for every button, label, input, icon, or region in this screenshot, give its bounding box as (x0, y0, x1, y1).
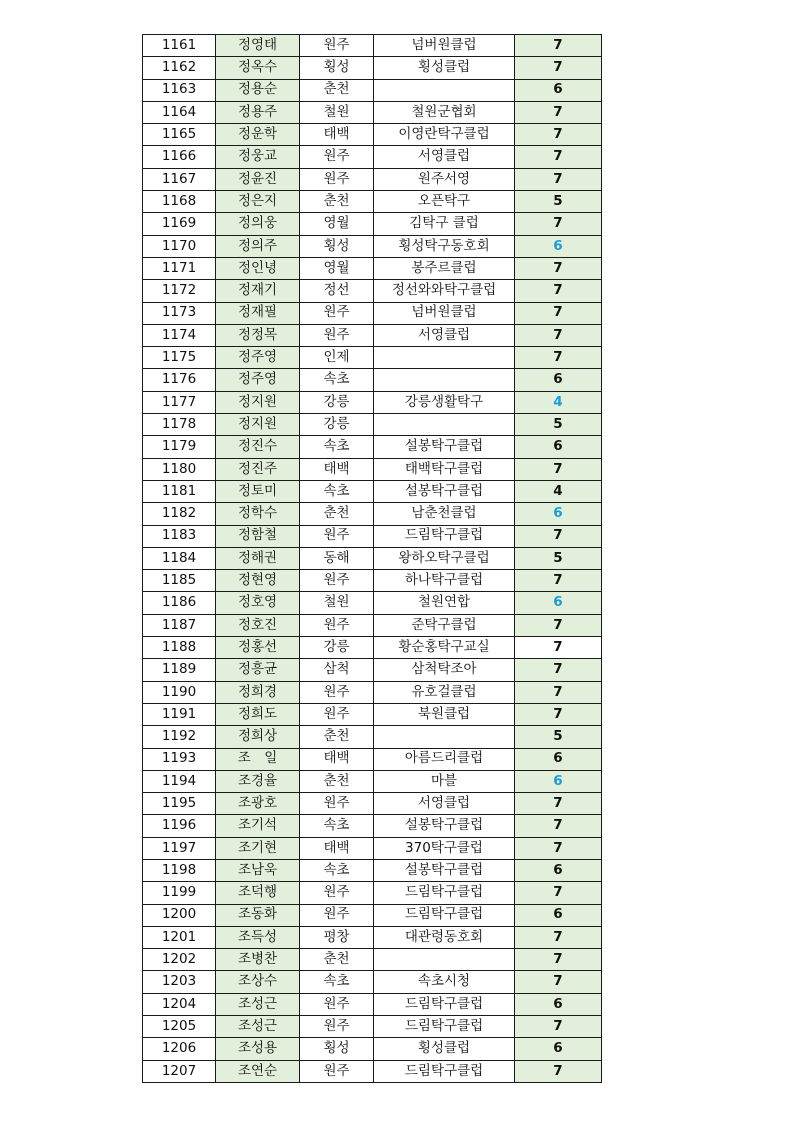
cell-player-name: 정용주 (216, 101, 300, 123)
cell-region: 속초 (300, 480, 374, 502)
cell-player-name: 정진수 (216, 436, 300, 458)
cell-club: 설봉탁구클럽 (374, 436, 515, 458)
cell-grade: 7 (515, 168, 602, 190)
cell-region: 강릉 (300, 637, 374, 659)
cell-number: 1180 (143, 458, 216, 480)
cell-grade: 5 (515, 191, 602, 213)
cell-grade: 7 (515, 1060, 602, 1082)
cell-grade: 6 (515, 369, 602, 391)
table-row (143, 191, 602, 213)
cell-region: 태백 (300, 458, 374, 480)
cell-region: 속초 (300, 815, 374, 837)
cell-club: 설봉탁구클럽 (374, 480, 515, 502)
table-row (143, 859, 602, 881)
cell-player-name: 조기현 (216, 837, 300, 859)
cell-club: 왕하오탁구클럽 (374, 547, 515, 569)
cell-player-name: 정운학 (216, 124, 300, 146)
cell-number: 1167 (143, 168, 216, 190)
cell-grade: 7 (515, 793, 602, 815)
cell-region: 철원 (300, 101, 374, 123)
cell-region: 원주 (300, 904, 374, 926)
cell-number: 1183 (143, 525, 216, 547)
cell-number: 1191 (143, 703, 216, 725)
cell-number: 1188 (143, 637, 216, 659)
cell-grade: 6 (515, 859, 602, 881)
table-row (143, 168, 602, 190)
cell-grade: 7 (515, 280, 602, 302)
cell-club: 유호걸클럽 (374, 681, 515, 703)
cell-region: 태백 (300, 748, 374, 770)
cell-grade: 6 (515, 770, 602, 792)
cell-grade: 7 (515, 614, 602, 636)
cell-player-name: 정웅교 (216, 146, 300, 168)
cell-club: 봉주르클럽 (374, 257, 515, 279)
cell-grade: 6 (515, 235, 602, 257)
table-row (143, 592, 602, 614)
cell-number: 1176 (143, 369, 216, 391)
cell-number: 1201 (143, 926, 216, 948)
cell-club: 강릉생활탁구 (374, 391, 515, 413)
cell-grade: 7 (515, 837, 602, 859)
cell-club: 드림탁구클럽 (374, 882, 515, 904)
cell-number: 1202 (143, 949, 216, 971)
cell-number: 1174 (143, 324, 216, 346)
cell-region: 원주 (300, 146, 374, 168)
table-row (143, 347, 602, 369)
cell-number: 1182 (143, 503, 216, 525)
cell-grade: 6 (515, 79, 602, 101)
table-row (143, 703, 602, 725)
cell-player-name: 조남욱 (216, 859, 300, 881)
cell-grade: 6 (515, 1038, 602, 1060)
table-row (143, 503, 602, 525)
table-row (143, 57, 602, 79)
cell-region: 춘천 (300, 726, 374, 748)
cell-grade: 7 (515, 525, 602, 547)
cell-club: 철원군협회 (374, 101, 515, 123)
cell-player-name: 정지원 (216, 414, 300, 436)
cell-number: 1193 (143, 748, 216, 770)
cell-club: 설봉탁구클럽 (374, 815, 515, 837)
cell-grade: 7 (515, 1016, 602, 1038)
cell-number: 1171 (143, 257, 216, 279)
table-row (143, 235, 602, 257)
cell-player-name: 조광호 (216, 793, 300, 815)
cell-region: 춘천 (300, 770, 374, 792)
cell-player-name: 정재기 (216, 280, 300, 302)
cell-player-name: 정인녕 (216, 257, 300, 279)
cell-region: 횡성 (300, 57, 374, 79)
table-row (143, 324, 602, 346)
cell-region: 원주 (300, 324, 374, 346)
cell-grade: 4 (515, 480, 602, 502)
table-row (143, 837, 602, 859)
cell-number: 1198 (143, 859, 216, 881)
cell-number: 1173 (143, 302, 216, 324)
cell-region: 태백 (300, 124, 374, 146)
cell-club: 드림탁구클럽 (374, 1016, 515, 1038)
cell-club: 대관령동호회 (374, 926, 515, 948)
cell-grade: 7 (515, 101, 602, 123)
cell-region: 원주 (300, 703, 374, 725)
cell-number: 1185 (143, 570, 216, 592)
cell-grade: 7 (515, 324, 602, 346)
table-row (143, 926, 602, 948)
cell-grade: 5 (515, 414, 602, 436)
cell-region: 속초 (300, 436, 374, 458)
cell-number: 1164 (143, 101, 216, 123)
cell-grade: 7 (515, 124, 602, 146)
cell-number: 1161 (143, 35, 216, 57)
cell-player-name: 조병찬 (216, 949, 300, 971)
table-row (143, 570, 602, 592)
cell-number: 1189 (143, 659, 216, 681)
cell-player-name: 정정목 (216, 324, 300, 346)
cell-number: 1166 (143, 146, 216, 168)
table-row (143, 257, 602, 279)
table-row (143, 815, 602, 837)
table-row (143, 124, 602, 146)
cell-grade: 6 (515, 993, 602, 1015)
cell-club (374, 726, 515, 748)
cell-grade: 6 (515, 592, 602, 614)
cell-club: 넘버원클럽 (374, 35, 515, 57)
cell-club: 마블 (374, 770, 515, 792)
cell-grade: 7 (515, 458, 602, 480)
cell-player-name: 정함철 (216, 525, 300, 547)
cell-number: 1195 (143, 793, 216, 815)
cell-grade: 6 (515, 503, 602, 525)
cell-number: 1179 (143, 436, 216, 458)
cell-grade: 7 (515, 213, 602, 235)
cell-player-name: 조덕행 (216, 882, 300, 904)
cell-grade: 7 (515, 815, 602, 837)
cell-region: 원주 (300, 302, 374, 324)
cell-grade: 7 (515, 146, 602, 168)
cell-number: 1204 (143, 993, 216, 1015)
cell-region: 원주 (300, 614, 374, 636)
cell-player-name: 정희상 (216, 726, 300, 748)
cell-player-name: 정옥수 (216, 57, 300, 79)
table-body (143, 35, 602, 1083)
cell-player-name: 조성근 (216, 1016, 300, 1038)
cell-club: 서영클럽 (374, 793, 515, 815)
cell-club: 황순홍탁구교실 (374, 637, 515, 659)
cell-player-name: 정현영 (216, 570, 300, 592)
cell-grade: 7 (515, 703, 602, 725)
table-row (143, 101, 602, 123)
cell-club: 드림탁구클럽 (374, 1060, 515, 1082)
cell-player-name: 조상수 (216, 971, 300, 993)
cell-number: 1172 (143, 280, 216, 302)
cell-number: 1175 (143, 347, 216, 369)
cell-region: 강릉 (300, 414, 374, 436)
cell-club: 드림탁구클럽 (374, 904, 515, 926)
cell-club (374, 369, 515, 391)
cell-club: 횡성탁구동호회 (374, 235, 515, 257)
cell-region: 춘천 (300, 949, 374, 971)
cell-player-name: 정희경 (216, 681, 300, 703)
cell-grade: 5 (515, 547, 602, 569)
cell-region: 원주 (300, 168, 374, 190)
table-row (143, 146, 602, 168)
table-row (143, 681, 602, 703)
cell-player-name: 정호영 (216, 592, 300, 614)
table-row (143, 659, 602, 681)
table-row (143, 525, 602, 547)
cell-region: 원주 (300, 570, 374, 592)
cell-number: 1196 (143, 815, 216, 837)
cell-player-name: 정윤진 (216, 168, 300, 190)
table-row (143, 480, 602, 502)
cell-grade: 6 (515, 748, 602, 770)
cell-club (374, 414, 515, 436)
cell-grade: 7 (515, 971, 602, 993)
cell-region: 춘천 (300, 503, 374, 525)
table-row (143, 1060, 602, 1082)
cell-number: 1165 (143, 124, 216, 146)
cell-grade: 7 (515, 257, 602, 279)
table-row (143, 993, 602, 1015)
cell-number: 1206 (143, 1038, 216, 1060)
table-row (143, 280, 602, 302)
cell-player-name: 정해권 (216, 547, 300, 569)
table-row (143, 904, 602, 926)
cell-region: 강릉 (300, 391, 374, 413)
cell-club (374, 949, 515, 971)
table-row (143, 882, 602, 904)
table-row (143, 748, 602, 770)
cell-number: 1192 (143, 726, 216, 748)
cell-region: 태백 (300, 837, 374, 859)
cell-grade: 7 (515, 347, 602, 369)
cell-number: 1181 (143, 480, 216, 502)
cell-club: 하나탁구클럽 (374, 570, 515, 592)
table-row (143, 302, 602, 324)
cell-region: 영월 (300, 213, 374, 235)
cell-club: 준탁구클럽 (374, 614, 515, 636)
table-row (143, 726, 602, 748)
cell-grade: 7 (515, 681, 602, 703)
cell-region: 철원 (300, 592, 374, 614)
cell-player-name: 조기석 (216, 815, 300, 837)
table-row (143, 1016, 602, 1038)
cell-player-name: 정토미 (216, 480, 300, 502)
cell-club: 드림탁구클럽 (374, 525, 515, 547)
cell-club: 북원클럽 (374, 703, 515, 725)
cell-grade: 7 (515, 570, 602, 592)
cell-player-name: 정주영 (216, 369, 300, 391)
cell-club: 드림탁구클럽 (374, 993, 515, 1015)
cell-player-name: 정주영 (216, 347, 300, 369)
cell-player-name: 정홍선 (216, 637, 300, 659)
cell-region: 인제 (300, 347, 374, 369)
cell-club: 아름드리클럽 (374, 748, 515, 770)
cell-club: 이영란탁구클럽 (374, 124, 515, 146)
cell-club: 횡성클럽 (374, 57, 515, 79)
cell-number: 1205 (143, 1016, 216, 1038)
cell-number: 1169 (143, 213, 216, 235)
cell-club: 속초시청 (374, 971, 515, 993)
table-row (143, 770, 602, 792)
cell-number: 1197 (143, 837, 216, 859)
cell-grade: 7 (515, 57, 602, 79)
cell-number: 1203 (143, 971, 216, 993)
cell-region: 원주 (300, 525, 374, 547)
cell-club (374, 79, 515, 101)
cell-club: 김탁구 클럽 (374, 213, 515, 235)
cell-player-name: 정의웅 (216, 213, 300, 235)
cell-number: 1207 (143, 1060, 216, 1082)
cell-grade: 7 (515, 949, 602, 971)
cell-region: 원주 (300, 882, 374, 904)
cell-grade: 7 (515, 659, 602, 681)
cell-region: 평창 (300, 926, 374, 948)
cell-club: 삼척탁조아 (374, 659, 515, 681)
cell-player-name: 조성근 (216, 993, 300, 1015)
table-row (143, 793, 602, 815)
cell-club: 철원연합 (374, 592, 515, 614)
cell-player-name: 정지원 (216, 391, 300, 413)
cell-player-name: 정영태 (216, 35, 300, 57)
cell-player-name: 정희도 (216, 703, 300, 725)
cell-number: 1190 (143, 681, 216, 703)
cell-region: 영월 (300, 257, 374, 279)
cell-region: 횡성 (300, 1038, 374, 1060)
cell-club: 넘버원클럽 (374, 302, 515, 324)
cell-number: 1178 (143, 414, 216, 436)
cell-region: 삼척 (300, 659, 374, 681)
cell-region: 춘천 (300, 79, 374, 101)
cell-grade: 7 (515, 637, 602, 659)
cell-region: 원주 (300, 793, 374, 815)
cell-number: 1163 (143, 79, 216, 101)
cell-grade: 6 (515, 436, 602, 458)
cell-player-name: 조연순 (216, 1060, 300, 1082)
cell-number: 1200 (143, 904, 216, 926)
table-row (143, 414, 602, 436)
cell-region: 속초 (300, 859, 374, 881)
table-row (143, 35, 602, 57)
cell-club: 370탁구클럽 (374, 837, 515, 859)
cell-player-name: 정의주 (216, 235, 300, 257)
cell-region: 동해 (300, 547, 374, 569)
table-row (143, 213, 602, 235)
cell-region: 횡성 (300, 235, 374, 257)
cell-number: 1186 (143, 592, 216, 614)
cell-region: 속초 (300, 971, 374, 993)
cell-club: 원주서영 (374, 168, 515, 190)
cell-club: 설봉탁구클럽 (374, 859, 515, 881)
cell-region: 원주 (300, 993, 374, 1015)
cell-club: 태백탁구클럽 (374, 458, 515, 480)
cell-player-name: 정흥균 (216, 659, 300, 681)
cell-number: 1184 (143, 547, 216, 569)
cell-club: 오픈탁구 (374, 191, 515, 213)
cell-player-name: 조성용 (216, 1038, 300, 1060)
cell-player-name: 정진주 (216, 458, 300, 480)
cell-grade: 7 (515, 302, 602, 324)
player-grade-table (142, 34, 602, 1083)
cell-grade: 7 (515, 35, 602, 57)
cell-player-name: 조득성 (216, 926, 300, 948)
table-row (143, 436, 602, 458)
table-row (143, 1038, 602, 1060)
cell-grade: 7 (515, 926, 602, 948)
table-row (143, 637, 602, 659)
table-row (143, 614, 602, 636)
table-row (143, 971, 602, 993)
cell-number: 1162 (143, 57, 216, 79)
cell-player-name: 조경율 (216, 770, 300, 792)
cell-player-name: 조동화 (216, 904, 300, 926)
cell-region: 원주 (300, 35, 374, 57)
cell-number: 1187 (143, 614, 216, 636)
cell-player-name: 정용순 (216, 79, 300, 101)
cell-club: 서영클럽 (374, 146, 515, 168)
cell-club (374, 347, 515, 369)
cell-player-name: 정학수 (216, 503, 300, 525)
table-row (143, 391, 602, 413)
cell-club: 정선와와탁구클럽 (374, 280, 515, 302)
cell-grade: 7 (515, 882, 602, 904)
cell-number: 1170 (143, 235, 216, 257)
cell-player-name: 정은지 (216, 191, 300, 213)
cell-club: 남춘천클럽 (374, 503, 515, 525)
cell-player-name: 정재필 (216, 302, 300, 324)
cell-club: 서영클럽 (374, 324, 515, 346)
table-row (143, 949, 602, 971)
cell-region: 원주 (300, 681, 374, 703)
cell-grade: 6 (515, 904, 602, 926)
table-row (143, 79, 602, 101)
cell-number: 1199 (143, 882, 216, 904)
cell-number: 1194 (143, 770, 216, 792)
cell-region: 원주 (300, 1060, 374, 1082)
cell-club: 횡성클럽 (374, 1038, 515, 1060)
cell-region: 속초 (300, 369, 374, 391)
cell-region: 춘천 (300, 191, 374, 213)
cell-number: 1168 (143, 191, 216, 213)
cell-player-name: 정호진 (216, 614, 300, 636)
cell-region: 정선 (300, 280, 374, 302)
cell-number: 1177 (143, 391, 216, 413)
table-row (143, 458, 602, 480)
cell-player-name: 조 일 (216, 748, 300, 770)
table-row (143, 547, 602, 569)
cell-grade: 4 (515, 391, 602, 413)
cell-grade: 5 (515, 726, 602, 748)
cell-region: 원주 (300, 1016, 374, 1038)
table-row (143, 369, 602, 391)
